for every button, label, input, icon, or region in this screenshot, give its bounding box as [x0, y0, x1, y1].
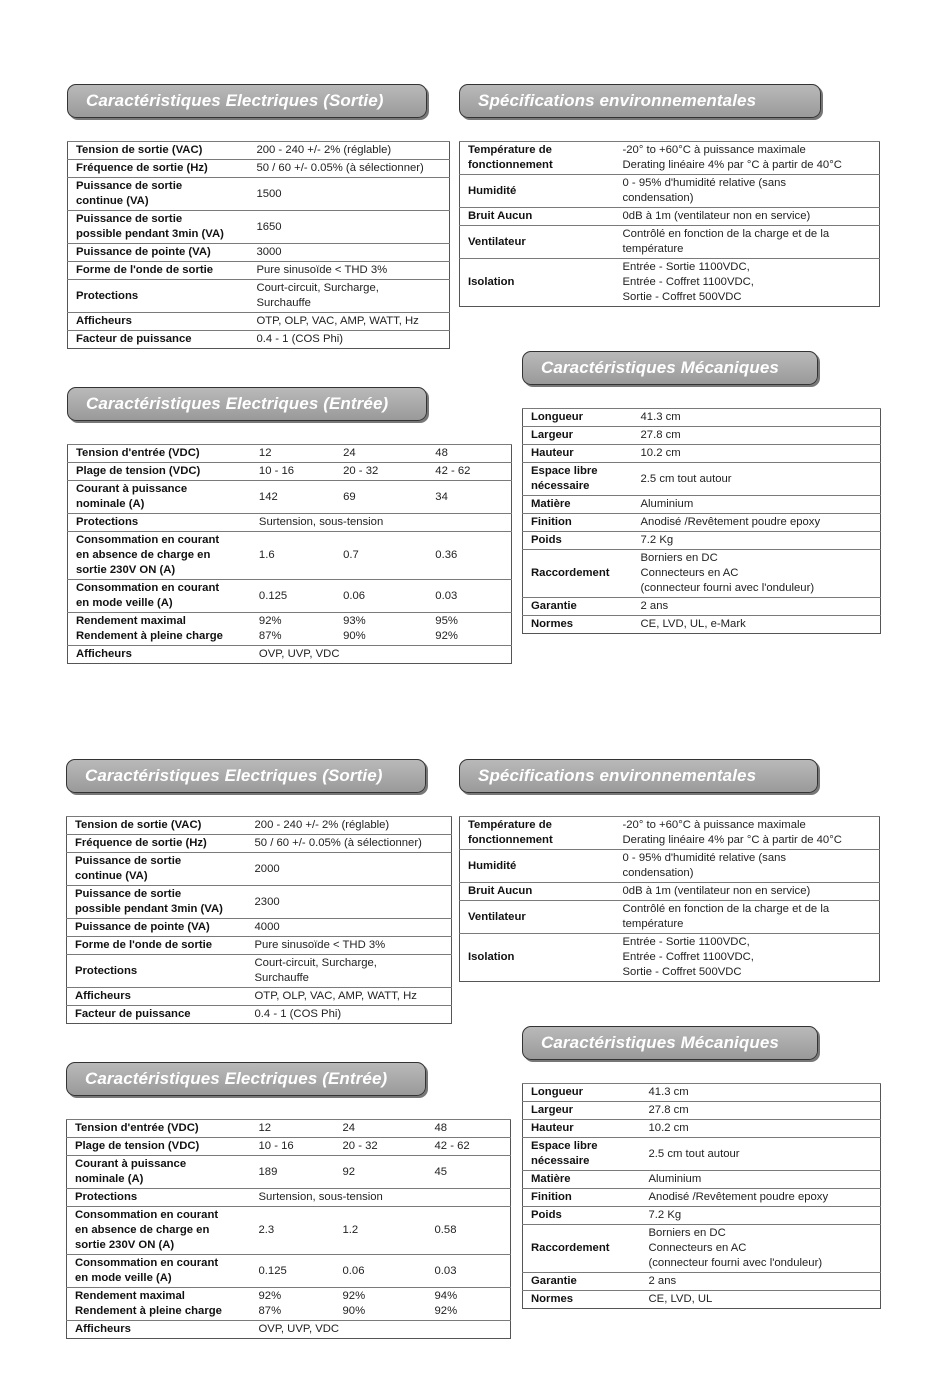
table-row [67, 988, 452, 1006]
row-value: 2 ans [633, 598, 881, 616]
table-row [523, 1138, 881, 1171]
table-row [68, 445, 512, 463]
row-value: OTP, OLP, VAC, AMP, WATT, Hz [248, 313, 449, 331]
mechanical-table [522, 408, 881, 634]
table-row [67, 1006, 452, 1024]
table-row [67, 1255, 511, 1288]
row-label: Normes [523, 1291, 641, 1309]
row-label: Courant à puissance nominale (A) [68, 481, 251, 514]
row-value: 42 - 62 [427, 1138, 511, 1156]
row-label: Finition [523, 514, 633, 532]
table-row [68, 613, 512, 646]
table-row [523, 550, 881, 598]
row-label: Protections [67, 1189, 251, 1207]
table-row [68, 280, 450, 313]
row-label: Facteur de puissance [67, 1006, 247, 1024]
row-label: Fréquence de sortie (Hz) [67, 835, 247, 853]
table-row [523, 1102, 881, 1120]
row-value: 92% 90% [335, 1288, 427, 1321]
row-value: 1.6 [251, 532, 335, 580]
table-row [523, 1273, 881, 1291]
table-row [523, 598, 881, 616]
row-value: CE, LVD, UL [641, 1291, 881, 1309]
row-value: 0.03 [427, 1255, 511, 1288]
row-label: Tension d'entrée (VDC) [67, 1120, 251, 1138]
row-value: Entrée - Sortie 1100VDC, Entrée - Coffret 1100VDC, Sortie - Coffret 500VDC [615, 259, 880, 307]
row-label: Isolation [460, 934, 615, 982]
table-row [523, 514, 881, 532]
row-label: Tension d'entrée (VDC) [68, 445, 251, 463]
row-label: Facteur de puissance [68, 331, 249, 349]
table-row [460, 883, 880, 901]
row-value: Surtension, sous-tension [251, 1189, 511, 1207]
row-label: Plage de tension (VDC) [68, 463, 251, 481]
table-row [523, 616, 881, 634]
table-row [460, 817, 880, 850]
row-label: Puissance de sortie continue (VA) [68, 178, 249, 211]
table-row [523, 463, 881, 496]
row-value: 200 - 240 +/- 2% (réglable) [248, 142, 449, 160]
row-label: Bruit Aucun [460, 208, 615, 226]
row-label: Rendement maximal Rendement à pleine charge [67, 1288, 251, 1321]
row-label: Puissance de sortie continue (VA) [67, 853, 247, 886]
row-value: 2.3 [251, 1207, 335, 1255]
output-electrical-table [66, 816, 452, 1024]
title-environmental-specs: Spécifications environnementales [459, 759, 818, 793]
row-value: 0.4 - 1 (COS Phi) [247, 1006, 452, 1024]
row-value: 189 [251, 1156, 335, 1189]
row-value: Pure sinusoïde < THD 3% [248, 262, 449, 280]
row-value: 45 [427, 1156, 511, 1189]
table-row [67, 1189, 511, 1207]
table-row [460, 850, 880, 883]
row-label: Consommation en courant en mode veille (A) [68, 580, 251, 613]
row-value: 0.4 - 1 (COS Phi) [248, 331, 449, 349]
row-label: Bruit Aucun [460, 883, 615, 901]
table-row [68, 514, 512, 532]
row-label: Fréquence de sortie (Hz) [68, 160, 249, 178]
row-label: Ventilateur [460, 901, 615, 934]
table-row [460, 259, 880, 307]
row-value: 10 - 16 [251, 463, 335, 481]
row-value: 0 - 95% d'humidité relative (sans condensation) [615, 850, 880, 883]
table-row [68, 532, 512, 580]
row-value: 2.5 cm tout autour [633, 463, 881, 496]
row-value: 48 [427, 445, 511, 463]
row-label: Raccordement [523, 1225, 641, 1273]
row-value: Borniers en DC Connecteurs en AC (connecteur fourni avec l'onduleur) [641, 1225, 881, 1273]
row-value: 95% 92% [427, 613, 511, 646]
row-value: 0dB à 1m (ventilateur non en service) [615, 208, 880, 226]
row-value: 200 - 240 +/- 2% (réglable) [247, 817, 452, 835]
row-label: Isolation [460, 259, 615, 307]
row-value: 24 [335, 445, 427, 463]
table-row [523, 427, 881, 445]
row-value: Pure sinusoïde < THD 3% [247, 937, 452, 955]
row-label: Garantie [523, 598, 633, 616]
row-label: Consommation en courant en absence de charge en sortie 230V ON (A) [68, 532, 251, 580]
row-value: 3000 [248, 244, 449, 262]
table-row [68, 463, 512, 481]
row-value: 7.2 Kg [641, 1207, 881, 1225]
row-value: 12 [251, 1120, 335, 1138]
row-value: 0dB à 1m (ventilateur non en service) [615, 883, 880, 901]
row-value: 0.58 [427, 1207, 511, 1255]
table-row [523, 1084, 881, 1102]
row-label: Température de fonctionnement [460, 817, 615, 850]
row-value: 34 [427, 481, 511, 514]
row-label: Poids [523, 532, 633, 550]
row-value: Aluminium [633, 496, 881, 514]
row-value: 92% 87% [251, 613, 335, 646]
row-label: Finition [523, 1189, 641, 1207]
row-label: Afficheurs [67, 1321, 251, 1339]
row-label: Afficheurs [68, 646, 251, 664]
row-value: 1.2 [335, 1207, 427, 1255]
row-value: 41.3 cm [633, 409, 881, 427]
table-row [67, 817, 452, 835]
row-label: Humidité [460, 850, 615, 883]
row-value: -20° to +60°C à puissance maximale Derating linéaire 4% par °C à partir de 40°C [615, 142, 880, 175]
output-electrical-table [67, 141, 450, 349]
title-input-electrical: Caractéristiques Electriques (Entrée) [67, 387, 427, 421]
table-row [523, 532, 881, 550]
row-value: Anodisé /Revêtement poudre epoxy [633, 514, 881, 532]
row-value: 94% 92% [427, 1288, 511, 1321]
input-electrical-table [66, 1119, 511, 1339]
table-row [67, 1120, 511, 1138]
table-row [460, 142, 880, 175]
title-output-electrical: Caractéristiques Electriques (Sortie) [67, 84, 427, 118]
row-value: 50 / 60 +/- 0.05% (à sélectionner) [248, 160, 449, 178]
row-value: 2000 [247, 853, 452, 886]
row-value: 10.2 cm [633, 445, 881, 463]
row-value: 10.2 cm [641, 1120, 881, 1138]
row-value: Court-circuit, Surcharge, Surchauffe [247, 955, 452, 988]
table-row [68, 262, 450, 280]
row-label: Raccordement [523, 550, 633, 598]
row-value: 10 - 16 [251, 1138, 335, 1156]
row-value: 7.2 Kg [633, 532, 881, 550]
row-value: 48 [427, 1120, 511, 1138]
row-label: Protections [68, 280, 249, 313]
title-input-electrical: Caractéristiques Electriques (Entrée) [66, 1062, 426, 1096]
table-row [67, 955, 452, 988]
row-value: 93% 90% [335, 613, 427, 646]
table-row [68, 331, 450, 349]
row-value: OTP, OLP, VAC, AMP, WATT, Hz [247, 988, 452, 1006]
row-label: Ventilateur [460, 226, 615, 259]
row-value: Surtension, sous-tension [251, 514, 512, 532]
row-label: Matière [523, 496, 633, 514]
row-value: 2300 [247, 886, 452, 919]
row-label: Humidité [460, 175, 615, 208]
row-label: Plage de tension (VDC) [67, 1138, 251, 1156]
table-row [68, 160, 450, 178]
table-row [523, 1171, 881, 1189]
row-value: 1500 [248, 178, 449, 211]
environmental-specs-table [459, 141, 880, 307]
title-mechanical: Caractéristiques Mécaniques [522, 351, 818, 385]
table-row [67, 1321, 511, 1339]
title-output-electrical: Caractéristiques Electriques (Sortie) [66, 759, 426, 793]
row-value: Aluminium [641, 1171, 881, 1189]
table-row [523, 496, 881, 514]
row-value: 42 - 62 [427, 463, 511, 481]
row-label: Poids [523, 1207, 641, 1225]
table-row [67, 835, 452, 853]
row-label: Tension de sortie (VAC) [68, 142, 249, 160]
row-value: 12 [251, 445, 335, 463]
row-label: Longueur [523, 1084, 641, 1102]
row-value: OVP, UVP, VDC [251, 1321, 511, 1339]
table-row [523, 1291, 881, 1309]
row-value: 0.36 [427, 532, 511, 580]
row-value: 0.06 [335, 1255, 427, 1288]
row-value: Contrôlé en fonction de la charge et de la température [615, 226, 880, 259]
mechanical-table [522, 1083, 881, 1309]
row-value: Borniers en DC Connecteurs en AC (connecteur fourni avec l'onduleur) [633, 550, 881, 598]
row-label: Protections [68, 514, 251, 532]
row-label: Forme de l'onde de sortie [68, 262, 249, 280]
row-label: Longueur [523, 409, 633, 427]
table-row [460, 226, 880, 259]
table-row [67, 1207, 511, 1255]
row-label: Tension de sortie (VAC) [67, 817, 247, 835]
row-value: 20 - 32 [335, 463, 427, 481]
row-label: Rendement maximal Rendement à pleine charge [68, 613, 251, 646]
row-value: 2.5 cm tout autour [641, 1138, 881, 1171]
table-row [523, 1120, 881, 1138]
table-row [68, 142, 450, 160]
row-value: 2 ans [641, 1273, 881, 1291]
row-value: 0 - 95% d'humidité relative (sans condensation) [615, 175, 880, 208]
row-label: Consommation en courant en absence de charge en sortie 230V ON (A) [67, 1207, 251, 1255]
table-row [67, 1288, 511, 1321]
table-row [67, 1156, 511, 1189]
row-value: -20° to +60°C à puissance maximale Derating linéaire 4% par °C à partir de 40°C [615, 817, 880, 850]
row-label: Espace libre nécessaire [523, 463, 633, 496]
row-value: 69 [335, 481, 427, 514]
table-row [68, 178, 450, 211]
table-row [523, 1225, 881, 1273]
row-label: Consommation en courant en mode veille (A) [67, 1255, 251, 1288]
table-row [67, 886, 452, 919]
row-value: Court-circuit, Surcharge, Surchauffe [248, 280, 449, 313]
row-value: 0.125 [251, 1255, 335, 1288]
table-row [67, 853, 452, 886]
table-row [460, 175, 880, 208]
row-value: 1650 [248, 211, 449, 244]
row-value: 24 [335, 1120, 427, 1138]
table-row [67, 919, 452, 937]
table-row [68, 481, 512, 514]
row-value: Entrée - Sortie 1100VDC, Entrée - Coffret 1100VDC, Sortie - Coffret 500VDC [615, 934, 880, 982]
row-value: 50 / 60 +/- 0.05% (à sélectionner) [247, 835, 452, 853]
row-label: Largeur [523, 1102, 641, 1120]
table-row [67, 1138, 511, 1156]
row-value: 0.03 [427, 580, 511, 613]
row-value: CE, LVD, UL, e-Mark [633, 616, 881, 634]
row-value: 41.3 cm [641, 1084, 881, 1102]
row-value: Anodisé /Revêtement poudre epoxy [641, 1189, 881, 1207]
title-mechanical: Caractéristiques Mécaniques [522, 1026, 818, 1060]
row-label: Espace libre nécessaire [523, 1138, 641, 1171]
row-value: Contrôlé en fonction de la charge et de la température [615, 901, 880, 934]
row-label: Hauteur [523, 1120, 641, 1138]
table-row [67, 937, 452, 955]
environmental-specs-table [459, 816, 880, 982]
row-label: Largeur [523, 427, 633, 445]
row-value: 0.06 [335, 580, 427, 613]
input-electrical-table [67, 444, 512, 664]
row-label: Puissance de sortie possible pendant 3min (VA) [68, 211, 249, 244]
row-label: Puissance de pointe (VA) [68, 244, 249, 262]
row-value: 27.8 cm [641, 1102, 881, 1120]
table-row [68, 211, 450, 244]
row-label: Courant à puissance nominale (A) [67, 1156, 251, 1189]
row-label: Forme de l'onde de sortie [67, 937, 247, 955]
table-row [68, 313, 450, 331]
row-label: Puissance de sortie possible pendant 3min (VA) [67, 886, 247, 919]
row-label: Matière [523, 1171, 641, 1189]
table-row [68, 646, 512, 664]
table-row [68, 244, 450, 262]
row-label: Afficheurs [67, 988, 247, 1006]
table-row [460, 934, 880, 982]
table-row [523, 445, 881, 463]
row-label: Protections [67, 955, 247, 988]
row-label: Puissance de pointe (VA) [67, 919, 247, 937]
row-label: Afficheurs [68, 313, 249, 331]
row-value: 0.7 [335, 532, 427, 580]
row-value: 92 [335, 1156, 427, 1189]
table-row [460, 208, 880, 226]
row-value: 4000 [247, 919, 452, 937]
row-value: 27.8 cm [633, 427, 881, 445]
row-value: 142 [251, 481, 335, 514]
table-row [523, 1189, 881, 1207]
row-label: Normes [523, 616, 633, 634]
title-environmental-specs: Spécifications environnementales [459, 84, 821, 118]
table-row [68, 580, 512, 613]
row-label: Hauteur [523, 445, 633, 463]
row-label: Température de fonctionnement [460, 142, 615, 175]
row-value: 92% 87% [251, 1288, 335, 1321]
row-value: OVP, UVP, VDC [251, 646, 512, 664]
table-row [460, 901, 880, 934]
table-row [523, 409, 881, 427]
table-row [523, 1207, 881, 1225]
row-value: 0.125 [251, 580, 335, 613]
row-value: 20 - 32 [335, 1138, 427, 1156]
row-label: Garantie [523, 1273, 641, 1291]
